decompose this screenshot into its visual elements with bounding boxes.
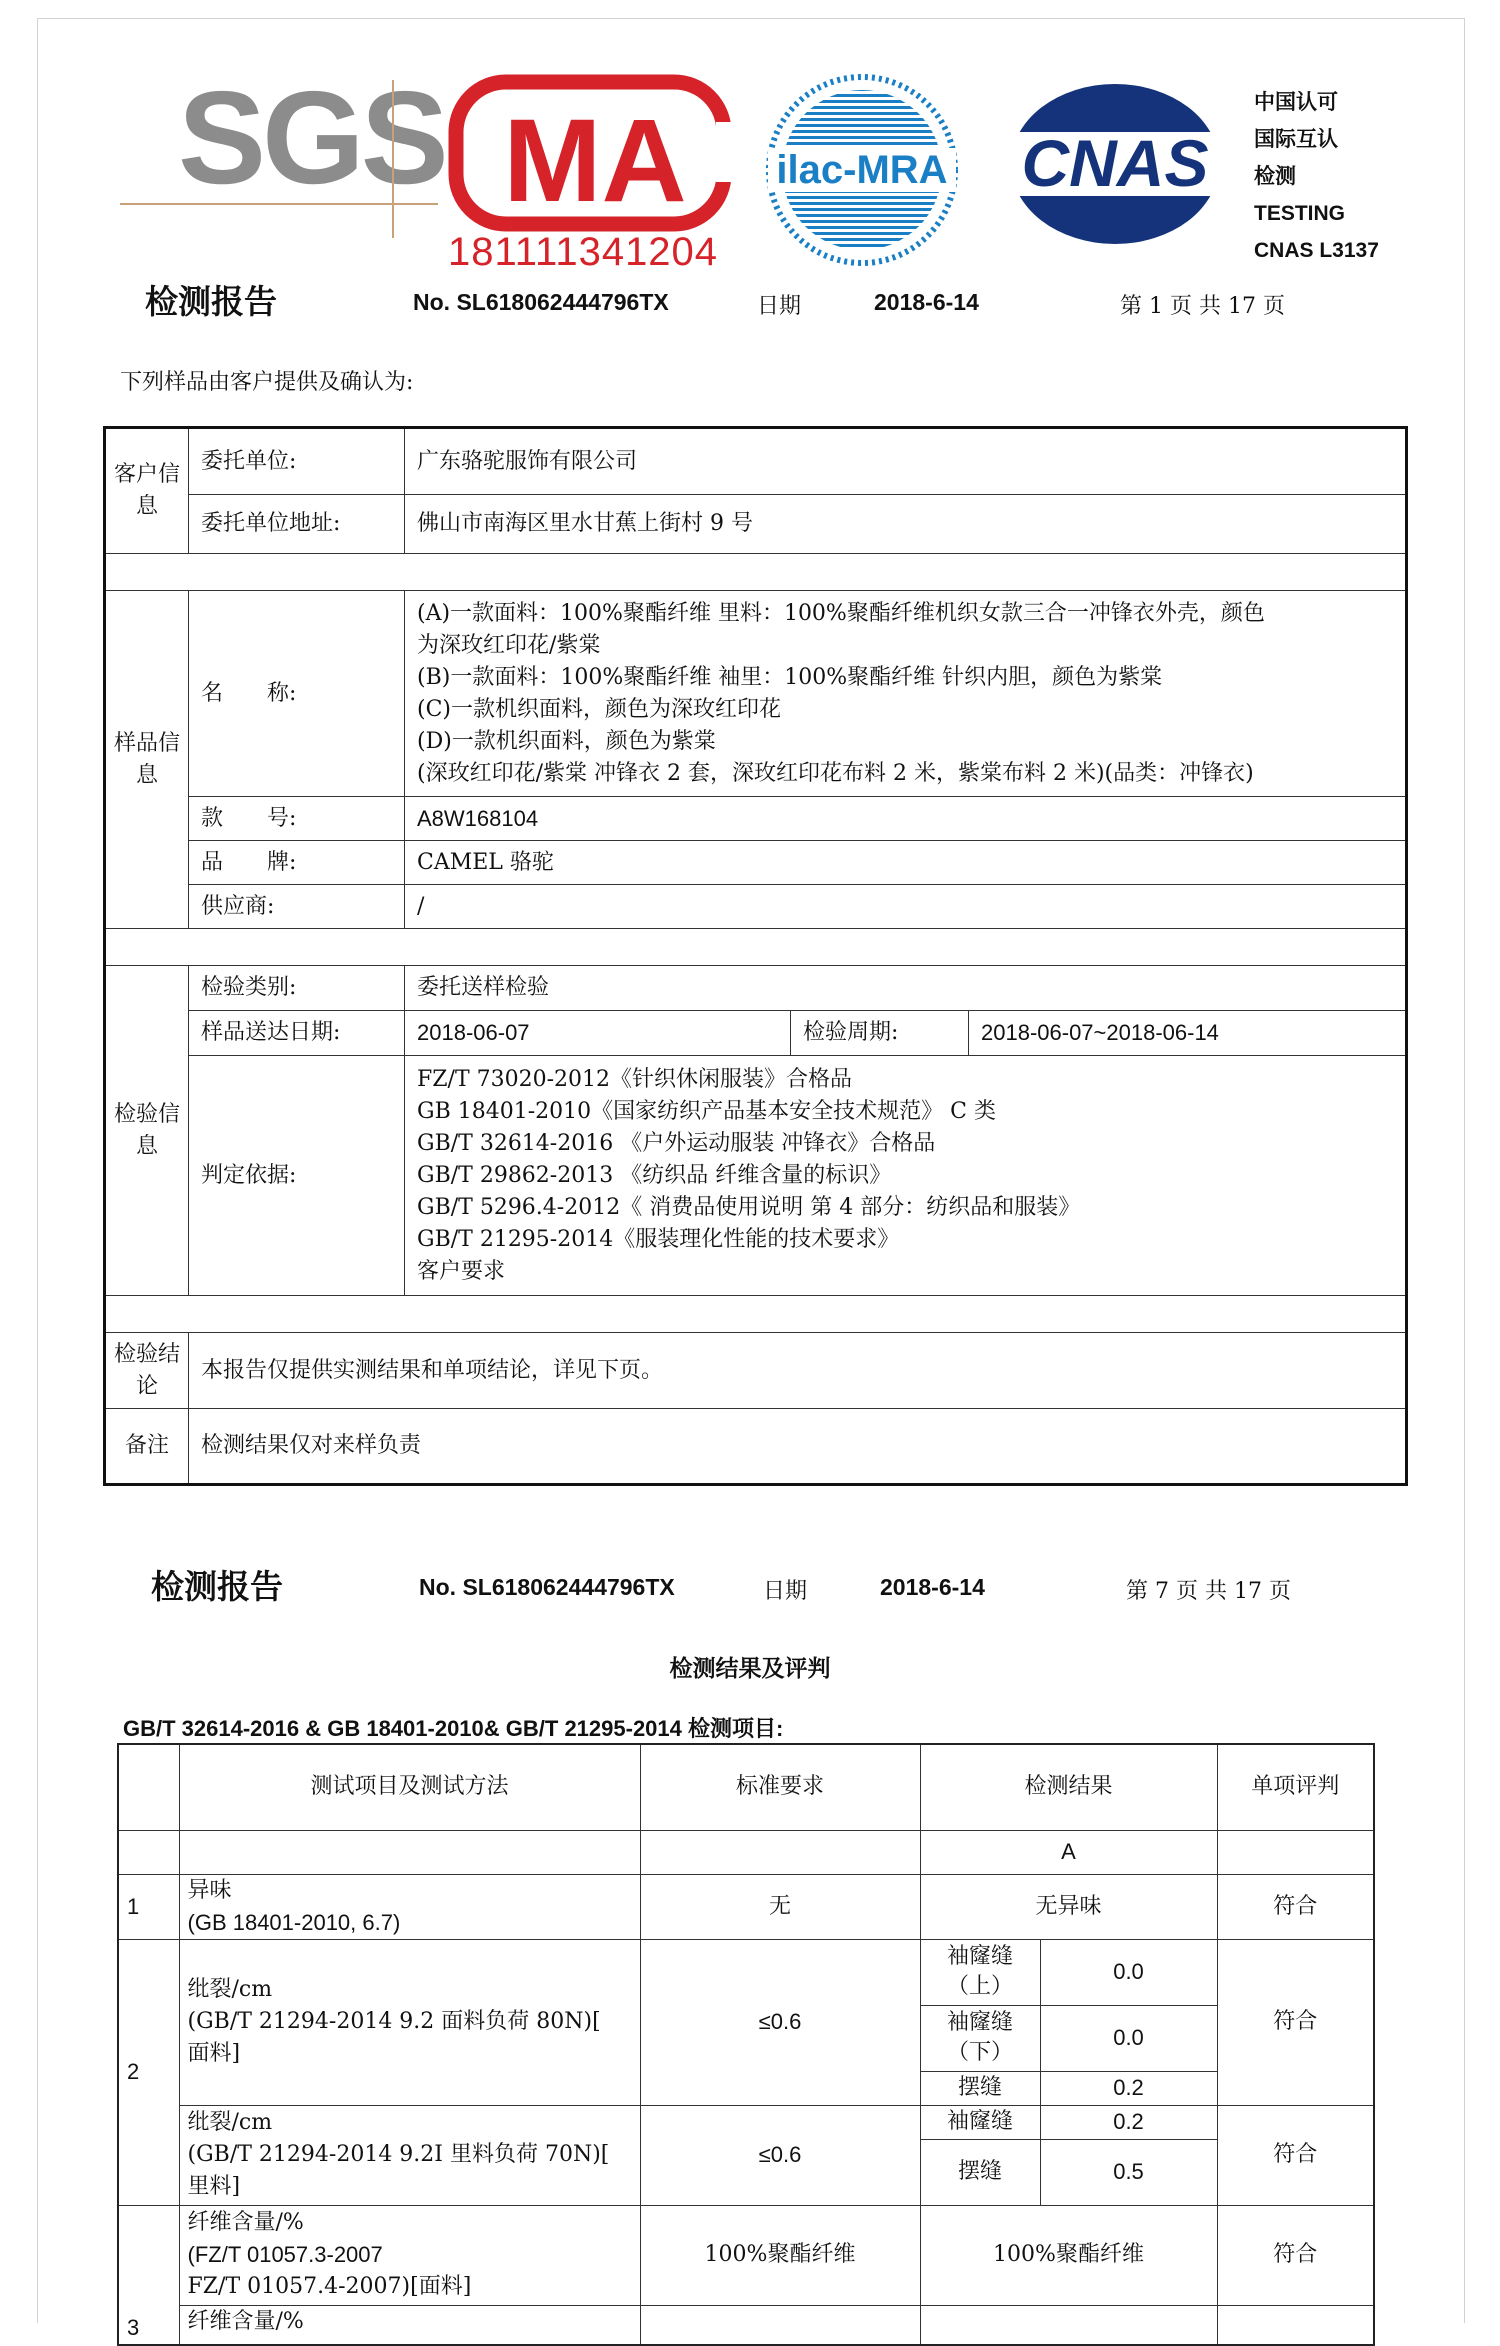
cnas-line-2: 国际互认 [1254, 128, 1338, 151]
test-item-method: 面料] [187, 2041, 241, 2066]
supplier-label: 供应商: [189, 885, 405, 929]
client-address-value: 佛山市南海区里水甘蕉上街村 9 号 [405, 495, 1407, 554]
spacer-row [105, 929, 1407, 966]
arrival-date-label: 样品送达日期: [189, 1011, 405, 1056]
cnas-line-3: 检测 [1254, 165, 1296, 188]
basis-line: GB/T 32614-2016 《户外运动服装 冲锋衣》合格品 [417, 1130, 936, 1156]
brand-value: CAMEL 骆驼 [405, 841, 1407, 885]
seam-position: 袖窿缝 [920, 2105, 1040, 2139]
result-cell: 100%聚酯纤维 [920, 2205, 1217, 2305]
row-number: 2 [118, 1939, 179, 2205]
basis-line: FZ/T 73020-2012《针织休闲服装》合格品 [417, 1066, 853, 1092]
requirement-cell: 100%聚酯纤维 [640, 2205, 920, 2305]
inspection-section-label: 检验信息 [105, 966, 189, 1296]
verdict-cell: 符合 [1217, 1939, 1374, 2105]
inspection-period-label: 检验周期: [791, 1011, 969, 1056]
basis-line: 客户要求 [417, 1258, 506, 1284]
cnas-logo-text: CNAS [1021, 126, 1209, 200]
sample-name-line: (C)一款机织面料，颜色为深玫红印花 [417, 696, 782, 722]
arrival-date-value: 2018-06-07 [405, 1011, 791, 1056]
sample-name-value [405, 591, 1407, 797]
seam-position: 袖窿缝 [946, 1944, 1013, 1969]
standards-heading: GB/T 32614-2016 & GB 18401-2010& GB/T 21295-2014 检测项目: [123, 1716, 784, 1741]
test-item-cell [179, 1874, 640, 1939]
sample-column-a: A [920, 1830, 1217, 1874]
sample-info-table [103, 426, 1408, 1486]
empty-cell [640, 1830, 920, 1874]
header-test-item: 测试项目及测试方法 [179, 1744, 640, 1830]
conclusion-text: 本报告仅提供实测结果和单项结论，详见下页。 [189, 1333, 1407, 1409]
cma-logo [448, 74, 732, 232]
test-item-cell [179, 2205, 640, 2305]
empty-cell [179, 1830, 640, 1874]
page-indicator-page7: 第 7 页 共 17 页 [1126, 1579, 1291, 1604]
seam-value: 0.2 [1040, 2071, 1217, 2105]
verdict-cell: 符合 [1217, 2105, 1374, 2205]
basis-line: GB/T 5296.4-2012《 消费品使用说明 第 4 部分：纺织品和服装》 [417, 1194, 1081, 1220]
cnas-line-5: CNAS L3137 [1254, 239, 1379, 262]
sample-section-label: 样品信息 [105, 591, 189, 929]
ilac-mra-text: ilac-MRA [776, 148, 948, 192]
verdict-cell: 符合 [1217, 2205, 1374, 2305]
seam-position: 摆缝 [920, 2139, 1040, 2205]
row-number: 3 [118, 2205, 179, 2345]
seam-value: 0.0 [1040, 2005, 1217, 2071]
sgs-logo-lines [120, 80, 440, 240]
empty-cell [640, 2305, 920, 2345]
seam-position: 袖窿缝 [946, 2010, 1013, 2035]
sample-name-line: (A)一款面料：100%聚酯纤维 里料：100%聚酯纤维机织女款三合一冲锋衣外壳，颜色 [417, 600, 1265, 626]
report-date-page7: 2018-6-14 [880, 1574, 985, 1600]
requirement-cell: ≤0.6 [640, 2105, 920, 2205]
client-unit-label: 委托单位: [189, 428, 405, 495]
cma-logo-text: MA [503, 95, 687, 227]
test-item-name: 异味 [187, 1877, 232, 1903]
spacer-row [105, 554, 1407, 591]
seam-position-detail: （下） [946, 2040, 1013, 2065]
requirement-cell: 无 [640, 1874, 920, 1939]
row-number: 1 [118, 1874, 179, 1939]
remark-section-label: 备注 [105, 1409, 189, 1485]
test-item-method: (GB/T 21294-2014 9.2I 里料负荷 70N)[ [187, 2142, 610, 2167]
seam-value: 0.2 [1040, 2105, 1217, 2139]
inspection-type-value: 委托送样检验 [405, 966, 1407, 1011]
sample-name-label: 名 称: [189, 591, 405, 797]
intro-text: 下列样品由客户提供及确认为: [120, 370, 414, 395]
sample-name-line: (深玫红印花/紫棠 冲锋衣 2 套，深玫红印花布料 2 米，紫棠布料 2 米)(品类：冲锋衣) [417, 760, 1254, 786]
test-item-cell [179, 1939, 640, 2105]
date-label: 日期 [757, 294, 802, 319]
test-item-method: 里料] [187, 2174, 241, 2199]
report-date: 2018-6-14 [874, 289, 979, 315]
basis-line: GB/T 21295-2014《服装理化性能的技术要求》 [417, 1226, 900, 1252]
test-item-method: (GB 18401-2010, 6.7) [187, 1909, 401, 1935]
verdict-cell: 符合 [1217, 1874, 1374, 1939]
header-verdict: 单项评判 [1217, 1744, 1374, 1830]
seam-position-cell [920, 2005, 1040, 2071]
test-item-name: 纤维含量/% [179, 2305, 640, 2345]
cnas-line-1: 中国认可 [1254, 91, 1338, 114]
test-item-method: FZ/T 01057.4-2007)[面料] [187, 2274, 472, 2299]
seam-position-detail: （上） [946, 1974, 1013, 1999]
sample-name-line: (B)一款面料：100%聚酯纤维 袖里：100%聚酯纤维 针织内胆，颜色为紫棠 [417, 664, 1163, 690]
basis-line: GB/T 29862-2013 《纺织品 纤维含量的标识》 [417, 1162, 892, 1188]
empty-cell [920, 2305, 1217, 2345]
basis-label: 判定依据: [189, 1056, 405, 1296]
conclusion-section-label: 检验结论 [105, 1333, 189, 1409]
ilac-mra-logo [762, 70, 962, 270]
spacer-row [105, 1296, 1407, 1333]
client-section-label: 客户信息 [105, 428, 189, 554]
test-results-table [117, 1743, 1375, 2346]
client-address-label: 委托单位地址: [189, 495, 405, 554]
seam-position-cell [920, 1939, 1040, 2005]
results-section-title: 检测结果及评判 [669, 1656, 831, 1682]
seam-value: 0.0 [1040, 1939, 1217, 2005]
test-item-method: (FZ/T 01057.3-2007 [187, 2242, 383, 2267]
result-cell: 无异味 [920, 1874, 1217, 1939]
cnas-line-4: TESTING [1254, 202, 1346, 225]
supplier-value: / [405, 885, 1407, 929]
client-unit-value: 广东骆驼服饰有限公司 [405, 428, 1407, 495]
remark-text: 检测结果仅对来样负责 [189, 1409, 1407, 1485]
sample-name-line: 为深玫红印花/紫棠 [417, 632, 601, 658]
report-title: 检测报告 [145, 282, 277, 321]
header-requirement: 标准要求 [640, 1744, 920, 1830]
report-title-page7: 检测报告 [151, 1567, 283, 1606]
report-number: No. SL618062444796TX [413, 289, 669, 315]
test-item-name: 纤维含量/% [187, 2210, 304, 2235]
empty-cell [1217, 1830, 1374, 1874]
sample-name-line: (D)一款机织面料，颜色为紫棠 [417, 728, 716, 754]
cnas-logo [995, 80, 1235, 248]
requirement-cell: ≤0.6 [640, 1939, 920, 2105]
cnas-accreditation-text [1254, 84, 1379, 269]
test-item-name: 纰裂/cm [187, 1977, 273, 2002]
style-number-value: A8W168104 [405, 797, 1407, 841]
page-indicator: 第 1 页 共 17 页 [1120, 294, 1285, 319]
basis-value [405, 1056, 1407, 1296]
test-item-cell [179, 2105, 640, 2205]
inspection-type-label: 检验类别: [189, 966, 405, 1011]
seam-value: 0.5 [1040, 2139, 1217, 2205]
header-no-cell [118, 1744, 179, 1830]
empty-cell [118, 1830, 179, 1874]
test-item-method: (GB/T 21294-2014 9.2 面料负荷 80N)[ [187, 2009, 601, 2034]
cma-number: 181111341204 [448, 230, 719, 274]
report-number-page7: No. SL618062444796TX [419, 1574, 675, 1600]
basis-line: GB 18401-2010《国家纺织产品基本安全技术规范》 C 类 [417, 1098, 996, 1124]
brand-label: 品 牌: [189, 841, 405, 885]
seam-position: 摆缝 [920, 2071, 1040, 2105]
date-label-page7: 日期 [763, 1579, 808, 1604]
inspection-period-value: 2018-06-07~2018-06-14 [969, 1011, 1407, 1056]
style-number-label: 款 号: [189, 797, 405, 841]
header-result: 检测结果 [920, 1744, 1217, 1830]
test-item-name: 纰裂/cm [187, 2110, 273, 2135]
sgs-logo: SGS [178, 64, 445, 211]
empty-cell [1217, 2305, 1374, 2345]
